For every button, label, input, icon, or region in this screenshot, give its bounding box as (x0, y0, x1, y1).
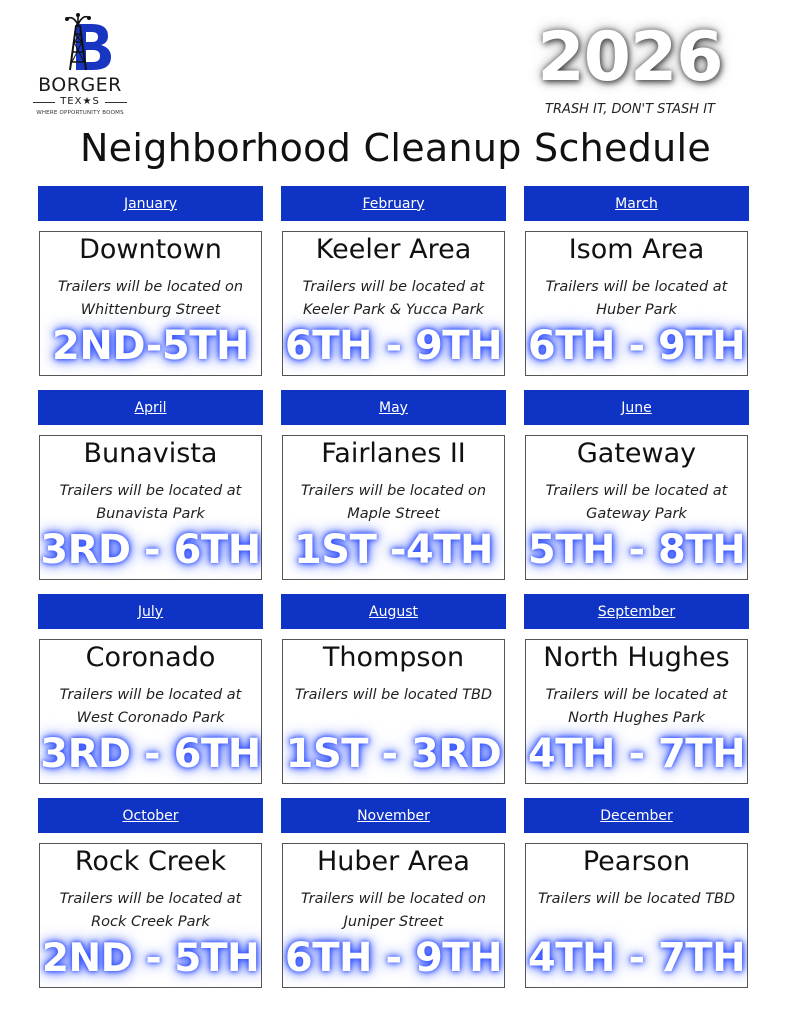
trailer-location: Trailers will be located at Rock Creek Park (59, 891, 242, 930)
trailer-location: Trailers will be located at Keeler Park & Yucca Park (302, 279, 485, 318)
trailer-location: Trailers will be located at Gateway Park (545, 483, 728, 522)
schedule-card (282, 639, 505, 784)
cleanup-dates: 6TH - 9TH (284, 935, 503, 981)
cleanup-dates: 3RD - 6TH (40, 527, 261, 573)
schedule-card (39, 231, 262, 376)
borger-logo (30, 12, 130, 122)
trailer-location: Trailers will be located TBD (294, 687, 493, 703)
area-name: Thompson (322, 642, 465, 673)
area-name: Downtown (79, 234, 222, 265)
month-label: December (600, 807, 673, 824)
trailer-location: Trailers will be located TBD (537, 891, 736, 907)
month-header (281, 390, 506, 425)
month-header (524, 798, 749, 833)
schedule-card (525, 231, 748, 376)
schedule-card (282, 231, 505, 376)
cleanup-dates: 2ND - 5TH (41, 936, 260, 981)
cleanup-dates: 3RD - 6TH (40, 731, 261, 777)
cleanup-dates: 1ST -4TH (293, 527, 494, 573)
month-label: June (621, 399, 652, 416)
cleanup-dates: 4TH - 7TH (527, 935, 746, 981)
trailer-location: Trailers will be located on Juniper Street (300, 891, 487, 930)
cleanup-dates: 2ND-5TH (52, 323, 249, 369)
trailer-location: Trailers will be located at West Coronado Park (59, 687, 242, 726)
month-label: July (137, 603, 164, 620)
area-name: Keeler Area (315, 234, 472, 265)
month-header (524, 390, 749, 425)
cleanup-dates: 6TH - 9TH (527, 323, 746, 369)
area-name: Isom Area (568, 234, 705, 265)
logo-tagline: WHERE OPPORTUNITY BOOMS (36, 110, 124, 116)
month-header (38, 594, 263, 629)
logo-name: BORGER (38, 74, 122, 96)
schedule-card (282, 435, 505, 580)
page-title: Neighborhood Cleanup Schedule (79, 126, 712, 170)
month-label: March (615, 195, 658, 212)
area-name: Fairlanes II (321, 438, 466, 469)
month-label: August (369, 603, 418, 620)
month-header (524, 186, 749, 221)
month-label: May (379, 399, 408, 416)
logo-state: TEX★S (60, 96, 100, 107)
month-header (38, 186, 263, 221)
month-label: April (134, 399, 167, 416)
area-name: Gateway (576, 438, 697, 469)
schedule-grid (38, 186, 752, 992)
area-name: Bunavista (83, 438, 218, 469)
schedule-card (39, 639, 262, 784)
schedule-card (39, 435, 262, 580)
trailer-location: Trailers will be located at Bunavista Park (59, 483, 242, 522)
schedule-card (282, 843, 505, 988)
month-label: January (123, 195, 178, 212)
month-header (38, 798, 263, 833)
cleanup-dates: 1ST - 3RD (285, 731, 502, 777)
oil-derrick-b-icon (30, 12, 130, 74)
month-header (524, 594, 749, 629)
month-label: October (122, 807, 179, 824)
area-name: Huber Area (317, 846, 470, 877)
area-name: North Hughes (543, 642, 730, 673)
trailer-location: Trailers will be located at North Hughes Park (545, 687, 728, 726)
schedule-card (525, 639, 748, 784)
cleanup-dates: 6TH - 9TH (284, 323, 503, 369)
slogan: TRASH IT, DON'T STASH IT (545, 102, 715, 117)
year-heading: 2026 (537, 18, 723, 97)
month-header (38, 390, 263, 425)
month-header (281, 186, 506, 221)
month-label: September (597, 603, 676, 620)
cleanup-dates: 5TH - 8TH (527, 527, 746, 573)
month-header (281, 798, 506, 833)
cleanup-dates: 4TH - 7TH (527, 731, 746, 777)
schedule-card (525, 435, 748, 580)
logo-divider (105, 102, 127, 103)
trailer-location: Trailers will be located at Huber Park (545, 279, 728, 318)
trailer-location: Trailers will be located on Whittenburg Street (57, 279, 244, 318)
month-label: February (362, 195, 425, 212)
schedule-card (39, 843, 262, 988)
schedule-card (525, 843, 748, 988)
area-name: Rock Creek (74, 846, 227, 877)
month-header (281, 594, 506, 629)
trailer-location: Trailers will be located on Maple Street (300, 483, 487, 522)
area-name: Coronado (85, 642, 216, 673)
area-name: Pearson (582, 846, 691, 877)
month-label: November (357, 807, 430, 824)
